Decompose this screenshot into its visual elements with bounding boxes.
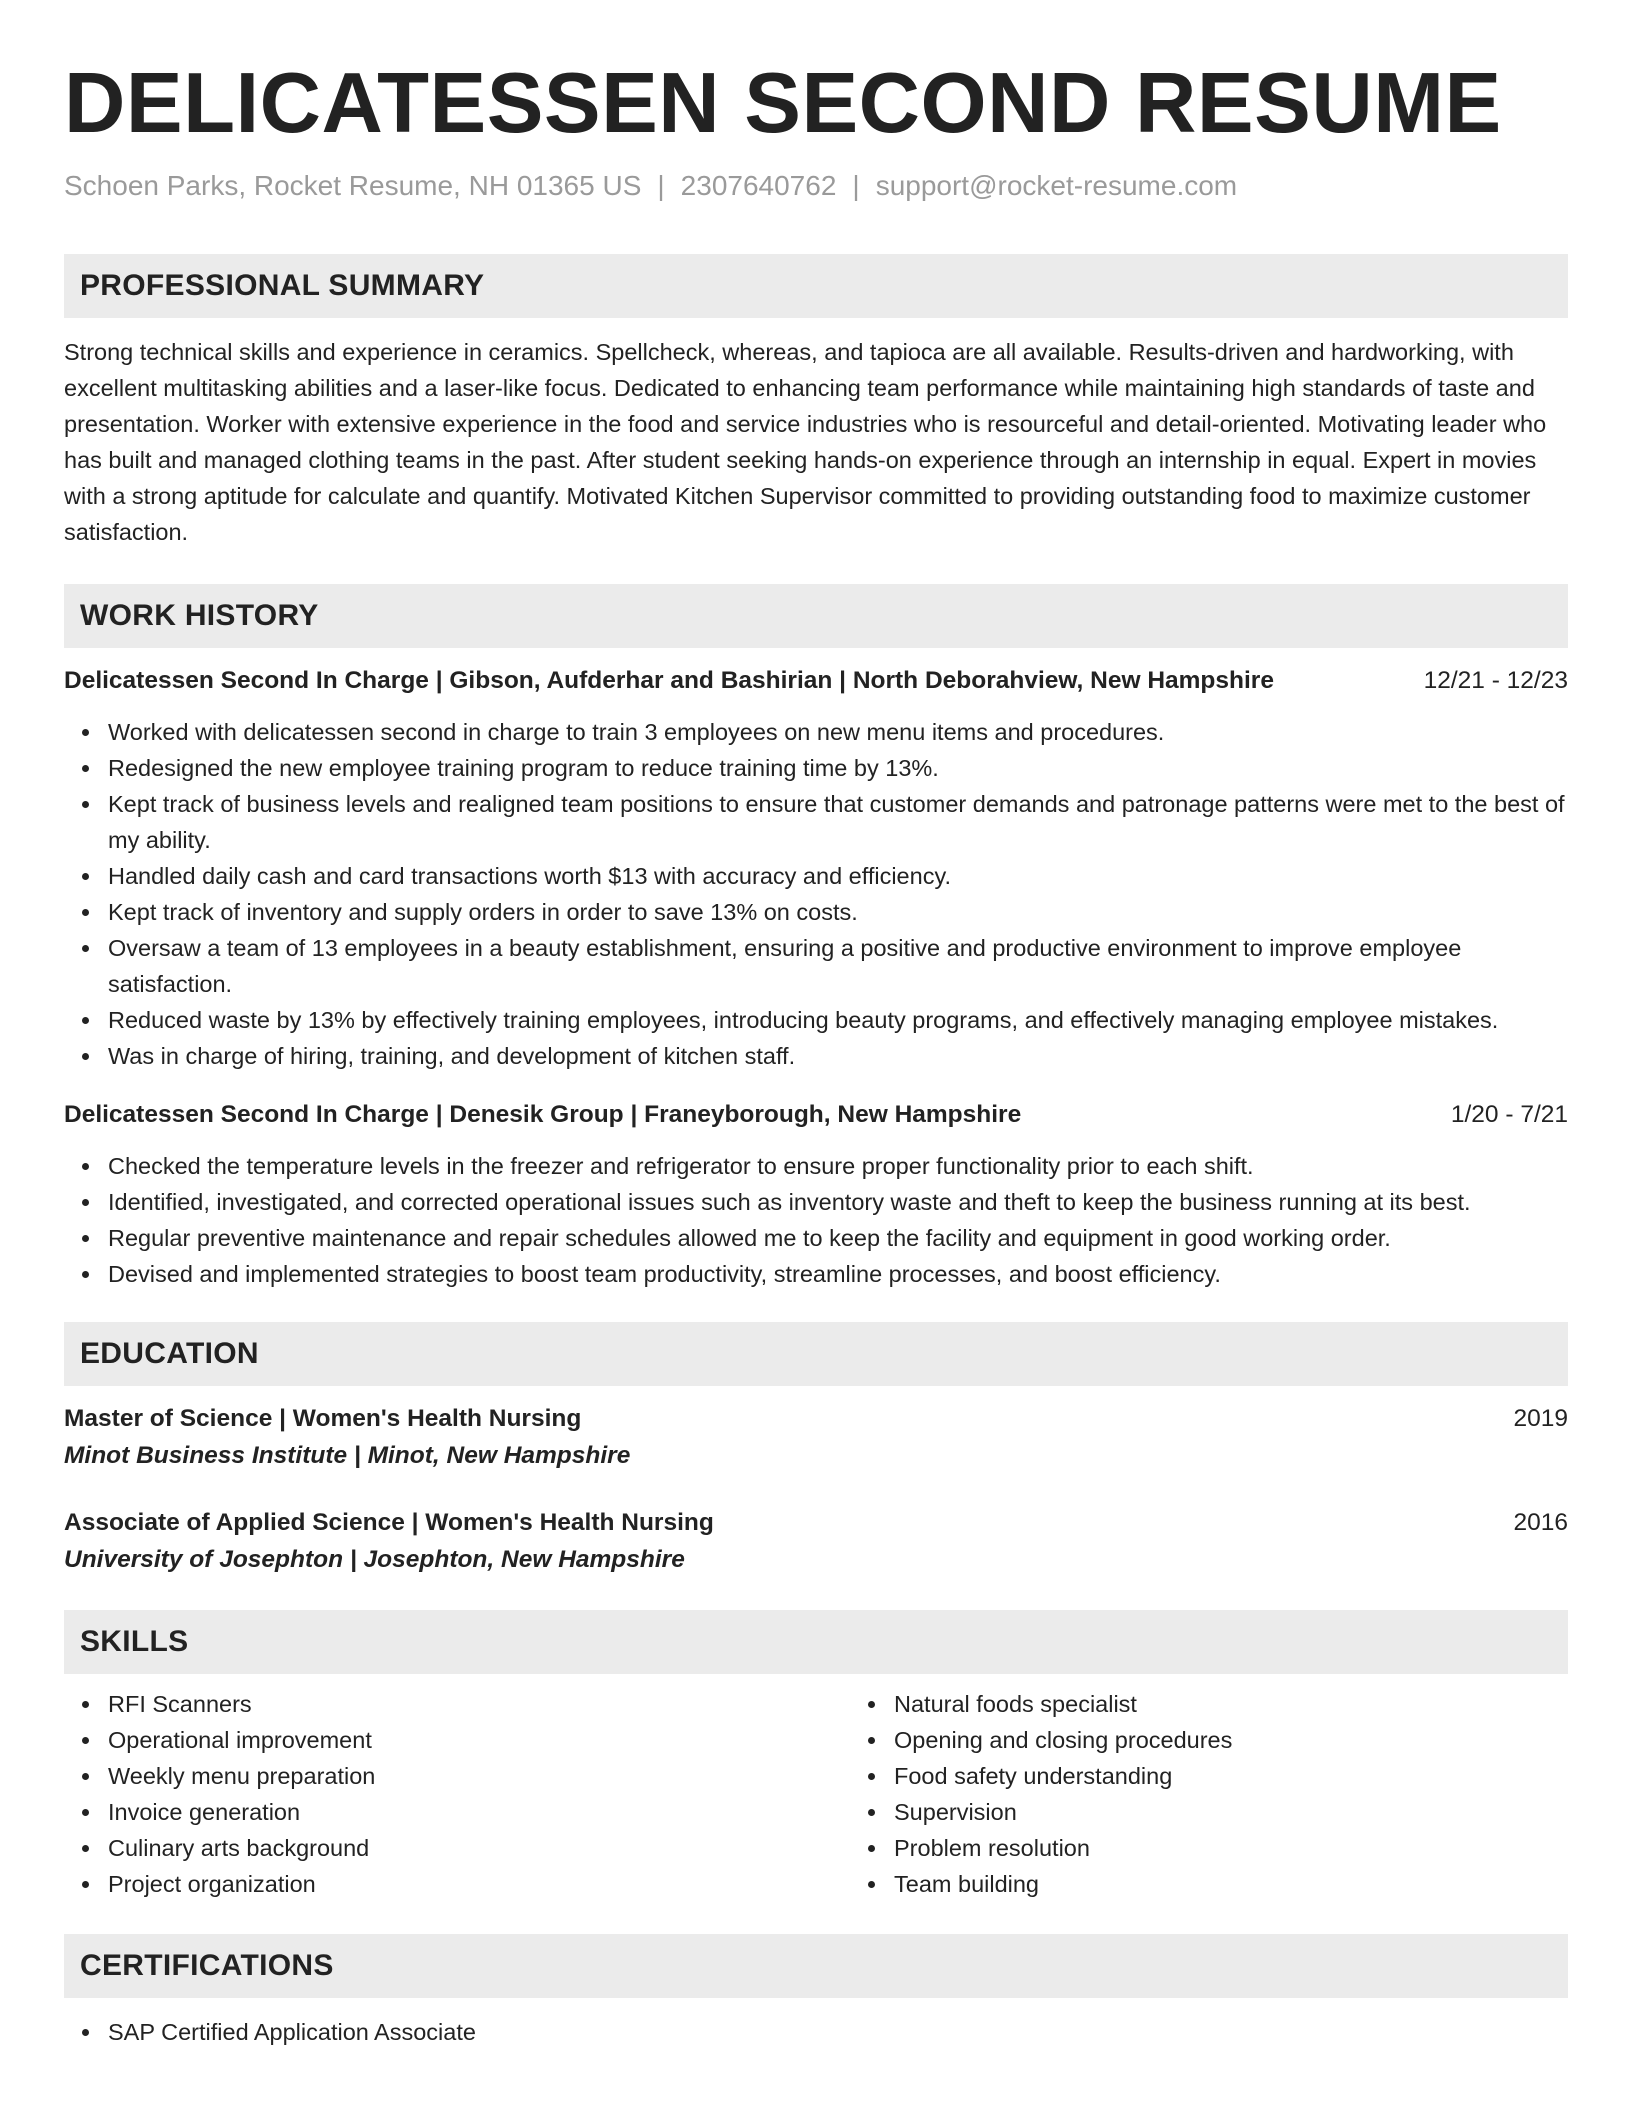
section-header-work-history	[64, 584, 1568, 648]
education-degree: Master of Science | Women's Health Nursing	[64, 1405, 582, 1432]
list-item: Kept track of business levels and realigned team positions to ensure that customer demands and patronage patterns were met to the best of my ability.	[108, 786, 1568, 858]
list-item: Was in charge of hiring, training, and development of kitchen staff.	[108, 1038, 1568, 1074]
job-bullet-list	[64, 1148, 1568, 1292]
job-title: Delicatessen Second In Charge | Denesik Group | Franeyborough, New Hampshire	[64, 1101, 1022, 1128]
skill-item: Culinary arts background	[108, 1830, 850, 1866]
list-item: Reduced waste by 13% by effectively training employees, introducing beauty programs, and effectively managing employee mistakes.	[108, 1002, 1568, 1038]
list-item: Devised and implemented strategies to boost team productivity, streamline processes, and boost efficiency.	[108, 1256, 1568, 1292]
section-header-education	[64, 1322, 1568, 1386]
section-title: WORK HISTORY	[80, 599, 319, 632]
skill-item: Project organization	[108, 1866, 850, 1902]
education-year: 2016	[1513, 1509, 1568, 1536]
section-title: PROFESSIONAL SUMMARY	[80, 269, 485, 302]
education-degree: Associate of Applied Science | Women's Health Nursing	[64, 1509, 714, 1536]
section-title: CERTIFICATIONS	[80, 1949, 334, 1982]
contact-line	[64, 168, 1568, 204]
contact-address: Schoen Parks, Rocket Resume, NH 01365 US	[64, 170, 642, 201]
list-item: Handled daily cash and card transactions worth $13 with accuracy and efficiency.	[108, 858, 1568, 894]
education-header	[64, 1506, 1568, 1540]
resume-title: DELICATESSEN SECOND RESUME	[64, 56, 1502, 151]
skill-item: Operational improvement	[108, 1722, 850, 1758]
education-header	[64, 1402, 1568, 1436]
job-bullet-list	[64, 714, 1568, 1074]
job-entry	[64, 1098, 1568, 1292]
list-item: Oversaw a team of 13 employees in a beauty establishment, ensuring a positive and productive environment to improve employee satisfaction.	[108, 930, 1568, 1002]
section-header-skills	[64, 1610, 1568, 1674]
section-title: SKILLS	[80, 1625, 189, 1658]
list-item: Kept track of inventory and supply orders in order to save 13% on costs.	[108, 894, 1568, 930]
skills-list-right	[850, 1686, 1232, 1902]
job-dates: 1/20 - 7/21	[1450, 1101, 1568, 1128]
section-header-summary	[64, 254, 1568, 318]
contact-email: support@rocket-resume.com	[875, 170, 1238, 201]
skill-item: RFI Scanners	[108, 1686, 850, 1722]
skill-item: Weekly menu preparation	[108, 1758, 850, 1794]
job-header	[64, 664, 1568, 698]
section-header-certifications	[64, 1934, 1568, 1998]
skill-item: Opening and closing procedures	[894, 1722, 1232, 1758]
job-title: Delicatessen Second In Charge | Gibson, Aufderhar and Bashirian | North Deborahview, New Hampshire	[64, 667, 1274, 694]
list-item: Regular preventive maintenance and repair schedules allowed me to keep the facility and equipment in good working order.	[108, 1220, 1568, 1256]
skill-item: Team building	[894, 1866, 1232, 1902]
skills-columns	[64, 1686, 1568, 1902]
skill-item: Supervision	[894, 1794, 1232, 1830]
certifications-list	[64, 2014, 1568, 2050]
section-title: EDUCATION	[80, 1337, 259, 1370]
skill-item: Natural foods specialist	[894, 1686, 1232, 1722]
skill-item: Problem resolution	[894, 1830, 1232, 1866]
list-item: Checked the temperature levels in the freezer and refrigerator to ensure proper functionality prior to each shift.	[108, 1148, 1568, 1184]
list-item: Worked with delicatessen second in charge to train 3 employees on new menu items and procedures.	[108, 714, 1568, 750]
education-school: University of Josephton | Josephton, New Hampshire	[64, 1546, 685, 1573]
certification-item: SAP Certified Application Associate	[108, 2014, 1568, 2050]
summary-paragraph: Strong technical skills and experience in ceramics. Spellcheck, whereas, and tapioca are all available. Results-driven and hardworking, with excellent multitasking abilities and a laser-like focus. Dedicated to enhancing team performance while maintaining high standards of taste and presentation. Worker with extensive experience in the food and service industries who is resourceful and detail-oriented. Motivating leader who has built and managed clothing teams in the past. After student seeking hands-on experience through an internship in equal. Expert in movies with a strong aptitude for calculate and quantify. Motivated Kitchen Supervisor committed to providing outstanding food to maximize customer satisfaction.	[64, 339, 1547, 545]
education-school: Minot Business Institute | Minot, New Hampshire	[64, 1442, 631, 1469]
contact-phone: 2307640762	[680, 170, 837, 201]
list-item: Identified, investigated, and corrected operational issues such as inventory waste and theft to keep the business running at its best.	[108, 1184, 1568, 1220]
job-dates: 12/21 - 12/23	[1423, 667, 1568, 694]
skill-item: Food safety understanding	[894, 1758, 1232, 1794]
list-item: Redesigned the new employee training program to reduce training time by 13%.	[108, 750, 1568, 786]
skills-list-left	[64, 1686, 850, 1902]
skill-item: Invoice generation	[108, 1794, 850, 1830]
education-entry	[64, 1402, 1568, 1476]
job-entry	[64, 664, 1568, 1074]
contact-separator: |	[657, 170, 665, 201]
education-year: 2019	[1513, 1405, 1568, 1432]
education-entry	[64, 1506, 1568, 1580]
job-header	[64, 1098, 1568, 1132]
contact-separator: |	[852, 170, 860, 201]
